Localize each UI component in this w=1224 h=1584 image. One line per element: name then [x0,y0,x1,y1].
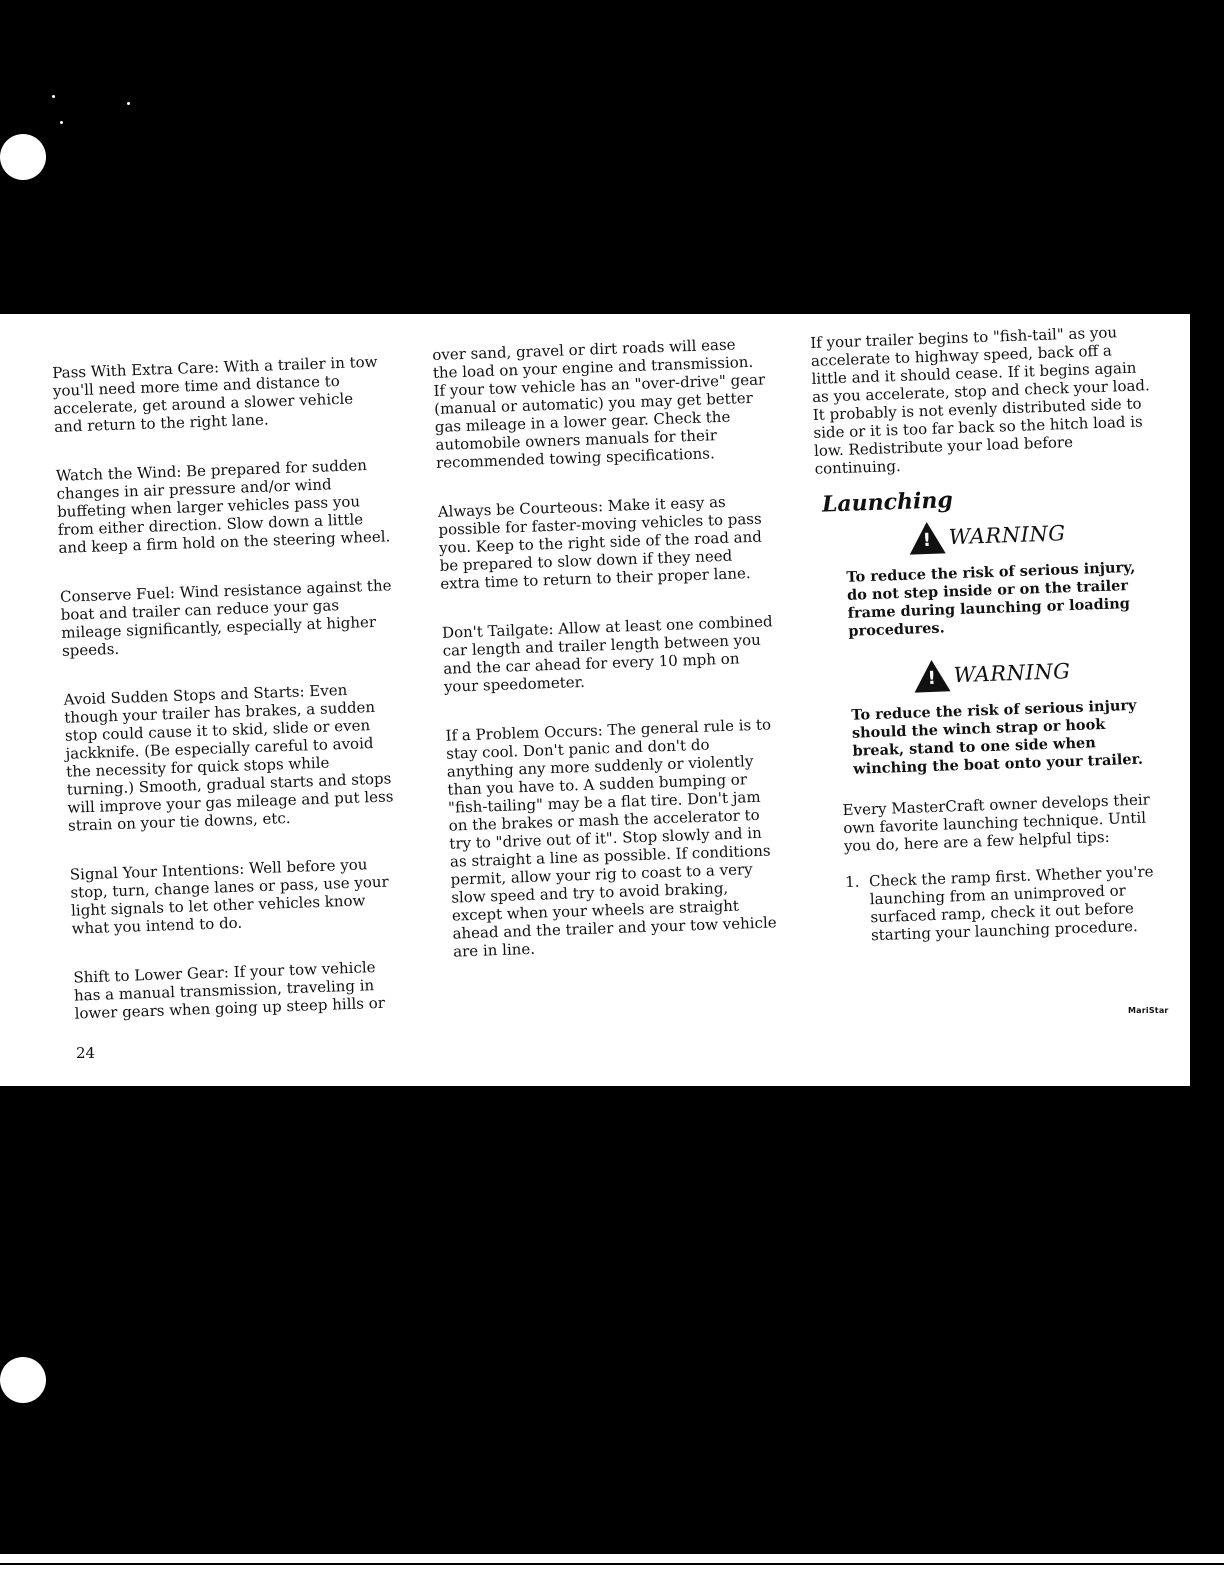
paragraph: Don't Tailgate: Allow at least one combined car length and trailer length between you and the car ahead for every 10 mph on your speedometer. [441,612,773,696]
paragraph: If your trailer begins to "fish-tail" as you accelerate to highway speed, back off a little and it should cease. If it begins again as you accelerate, stop and check your load. It probably is not evenly distributed side to side or it is too far back so the hitch load is low. Redistribute your load before continuing. [810,323,1151,478]
brand-logo: MariStar [1128,1006,1169,1015]
warning-banner [817,514,1158,558]
text-column-1 [52,352,408,1053]
warning-banner [822,652,1163,696]
paragraph: Conserve Fuel: Wind resistance against the boat and trailer can reduce your gas mileage significantly, especially at higher speeds. [59,576,392,660]
binder-hole-bottom [0,1357,46,1403]
list-text: Check the ramp first. Whether you're launching from an unimproved or surfaced ramp, check it out before starting your launching procedure. [868,862,1154,945]
section-heading: Launching [821,487,954,518]
scan-speck [52,95,55,98]
warning-triangle-icon: ! [913,659,950,692]
binder-hole-top [0,134,46,180]
warning-text: To reduce the risk of serious injury should the winch strap or hook break, stand to one side when winching the boat onto your trailer. [851,696,1144,778]
paragraph: Always be Courteous: Make it easy as possible for faster-moving vehicles to pass you. Keep to the right side of the road and be prepared to slow down if they need extra time to return to their proper lane. [437,492,763,593]
scan-speck [127,102,130,105]
warning-label: WARNING [948,521,1066,550]
paragraph: Pass With Extra Care: With a trailer in tow you'll need more time and distance to accelerate, get around a slower vehicle and return to the right lane. [52,352,378,436]
scan-border-bottom [0,1086,1224,1554]
paragraph: over sand, gravel or dirt roads will ease the load on your engine and transmission. If your tow vehicle has an "over-drive" gear (manual or automatic) you may get better gas mileage in a lower gear. Check the automobile owners manuals for their recommended towing specifications. [432,335,766,472]
paragraph: Every MasterCraft owner develops their own favorite launching technique. Until you do, here are a few helpful tips: [842,790,1151,856]
list-number: 1. [844,872,860,892]
text-column-3 [810,322,1171,945]
page-number: 24 [76,1044,96,1062]
scan-edge-line [0,1563,1224,1565]
warning-text: To reduce the risk of serious injury, do not step inside or on the trailer frame during launching or loading procedures. [846,558,1136,640]
paragraph: Shift to Lower Gear: If your tow vehicle has a manual transmission, traveling in lower gears when going up steep hills or [73,958,386,1023]
paragraph: Avoid Sudden Stops and Starts: Even though your trailer has brakes, a sudden stop could cause it to skid, slide or even jackknife. (Be especially careful to avoid the necessity for quick stops while turning.) Smooth, gradual starts and stops will improve your gas mileage and put less strain on your tie downs, etc. [63,680,394,835]
list-item [845,862,1171,945]
paragraph: Watch the Wind: Be prepared for sudden changes in air pressure and/or wind buffeting when larger vehicles pass you from either direction. Slow down a little and keep a firm hold on the steering wheel. [55,456,391,557]
scan-border-top [0,0,1224,314]
paragraph: Signal Your Intentions: Well before you stop, turn, change lanes or pass, use your light signals to let other vehicles know what you intend to do. [69,855,389,938]
warning-label: WARNING [953,659,1071,688]
paragraph: If a Problem Occurs: The general rule is to stay cool. Don't panic and don't do anything any more suddenly or violently than you have to. A sudden bumping or "fish-tailing" may be a flat tire. Don't jam on the brakes or mash the accelerator to try to "drive out of it". Stop slowly and in as straight a line as possible. If conditions permit, allow your rig to coast to a very slow speed and try to avoid braking, except when your wheels are straight ahead and the trailer and your tow vehicle are in line. [445,715,777,961]
scan-border-right [1190,0,1224,1100]
manual-page [8,314,1190,1086]
scan-speck [60,121,63,124]
warning-triangle-icon: ! [908,521,945,554]
text-column-2 [432,334,786,991]
